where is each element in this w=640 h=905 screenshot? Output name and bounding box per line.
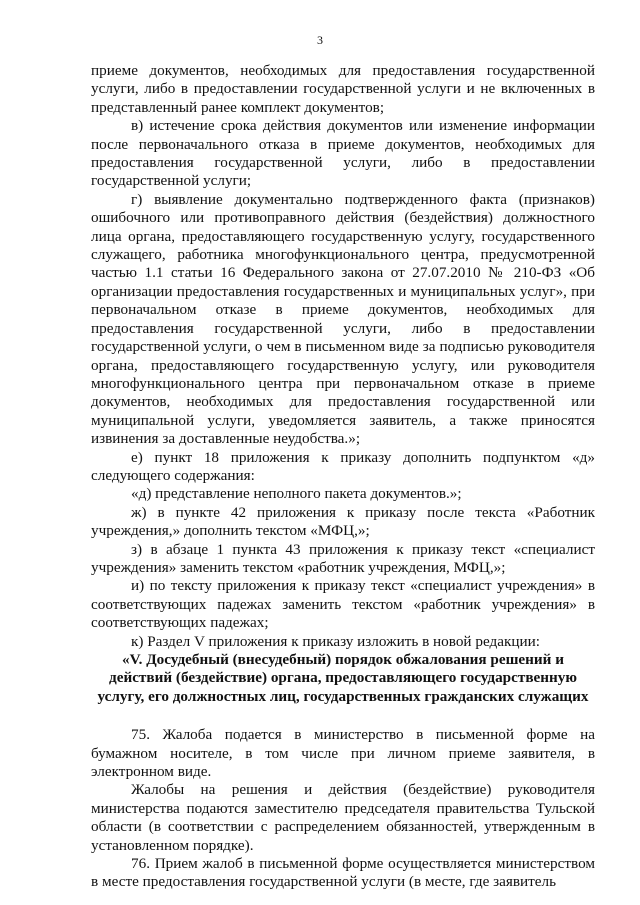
paragraph-zh: ж) в пункте 42 приложения к приказу после текста «Работник учреждения,» дополнить текстом «МФЦ,»;: [91, 503, 595, 540]
paragraph-g: г) выявление документально подтвержденного факта (признаков) ошибочного или противоправного действия (бездействия) должностного лица органа, предоставляющего государственную услугу, государственного служащего, работника многофункционального центра, предусмотренной частью 1.1 статьи 16 Федерального закона от 27.07.2010 № 210-ФЗ «Об организации предоставления государственных и муниципальных услуг», при первоначальном отказе в приеме документов, необходимых для предоставления государственной услуги, либо в предоставлении государственной услуги, о чем в письменном виде за подписью руководителя органа, предоставляющего государственную услугу, или руководителя многофункционального центра при первоначальном отказе в приеме документов, необходимых для предоставления государственной или муниципальной услуги, уведомляется заявитель, а также приносятся извинения за доставленные неудобства.»;: [91, 190, 595, 448]
paragraph-i: и) по тексту приложения к приказу текст «специалист учреждения» в соответствующих падежах заменить текстом «работник учреждения» в соответствующих падежах;: [91, 577, 595, 632]
section-heading: «V. Досудебный (внесудебный) порядок обжалования решений и действий (бездействие) органа, предоставляющего государственную услугу, его должностных лиц, государственных гражданских служащих: [97, 651, 589, 705]
document-body: [91, 62, 595, 892]
paragraph-e: е) пункт 18 приложения к приказу дополнить подпунктом «д» следующего содержания:: [91, 448, 595, 484]
paragraph-75: 75. Жалоба подается в министерство в письменной форме на бумажном носителе, в том числе при личном приеме заявителя, в электронном виде.: [91, 726, 595, 781]
paragraph-continuation: приеме документов, необходимых для предоставления государственной услуги, либо в предоставлении государственной услуги и не включенных в представленный ранее комплект документов;: [91, 62, 595, 116]
paragraph-v: в) истечение срока действия документов или изменение информации после первоначального отказа в приеме документов, необходимых для предоставления государственной услуги, либо в предоставлении государственной услуги;: [91, 117, 595, 190]
paragraph-d-quote: «д) представление неполного пакета документов.»;: [131, 485, 462, 503]
page-number: 3: [317, 33, 323, 47]
paragraph-k: к) Раздел V приложения к приказу изложить в новой редакции:: [131, 632, 540, 650]
paragraph-76: 76. Прием жалоб в письменной форме осуществляется министерством в месте предоставления государственной услуги (в месте, где заявитель: [91, 855, 595, 891]
paragraph-z: з) в абзаце 1 пункта 43 приложения к приказу текст «специалист учреждения» заменить текстом «работник учреждения, МФЦ,»;: [91, 540, 595, 576]
paragraph-complaints: Жалобы на решения и действия (бездействие) руководителя министерства подаются заместителю председателя правительства Тульской области (в соответствии с распределением обязанностей, утвержденным в установленном порядке).: [91, 781, 595, 854]
